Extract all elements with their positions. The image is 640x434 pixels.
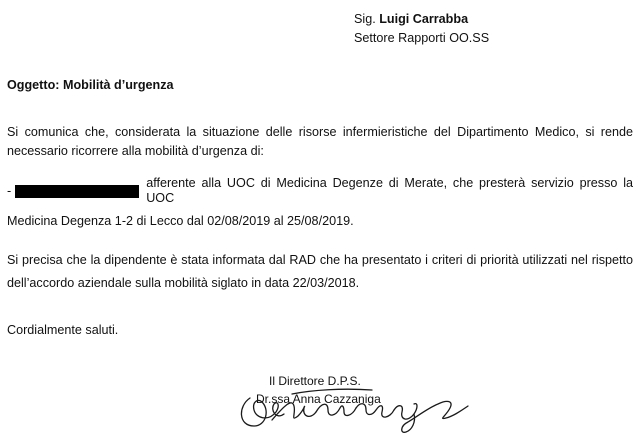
paragraph-assignment (7, 176, 633, 229)
recipient-prefix: Sig. (354, 12, 376, 26)
recipient-name: Luigi Carrabba (379, 12, 469, 26)
redacted-employee-name (15, 185, 139, 198)
signatory-title: Il Direttore D.P.S. (269, 374, 361, 388)
paragraph-notice (7, 253, 633, 291)
paragraph-request-line-1: Si comunica che, considerata la situazione delle risorse infermieristiche del Dipartimento Medico, si rende (7, 125, 633, 139)
signatory-name: Dr.ssa Anna Cazzaniga (256, 392, 381, 406)
paragraph-assignment-line-2: Medicina Degenza 1-2 di Lecco dal 02/08/2019 al 25/08/2019. (7, 214, 354, 228)
recipient-block (354, 10, 489, 48)
recipient-sector: Settore Rapporti OO.SS (354, 31, 490, 45)
list-dash: - (7, 183, 12, 198)
paragraph-request-line-2: necessario ricorrere alla mobilità d’urgenza di: (7, 144, 264, 158)
paragraph-assignment-line-1 (7, 176, 633, 206)
handwritten-signature (232, 376, 482, 434)
paragraph-request (7, 125, 633, 159)
assignment-origin-text: afferente alla UOC di Medicina Degenze di Merate, che presterà servizio presso la UOC (146, 176, 633, 205)
paragraph-notice-line-1: Si precisa che la dipendente è stata informata dal RAD che ha presentato i criteri di priorità utilizzati nel rispetto (7, 253, 633, 267)
paragraph-notice-line-2: dell’accordo aziendale sulla mobilità siglato in data 22/03/2018. (7, 276, 360, 290)
subject-line: Oggetto: Mobilità d’urgenza (7, 78, 174, 92)
closing-salutation: Cordialmente saluti. (7, 323, 119, 337)
recipient-name-line (354, 10, 489, 29)
